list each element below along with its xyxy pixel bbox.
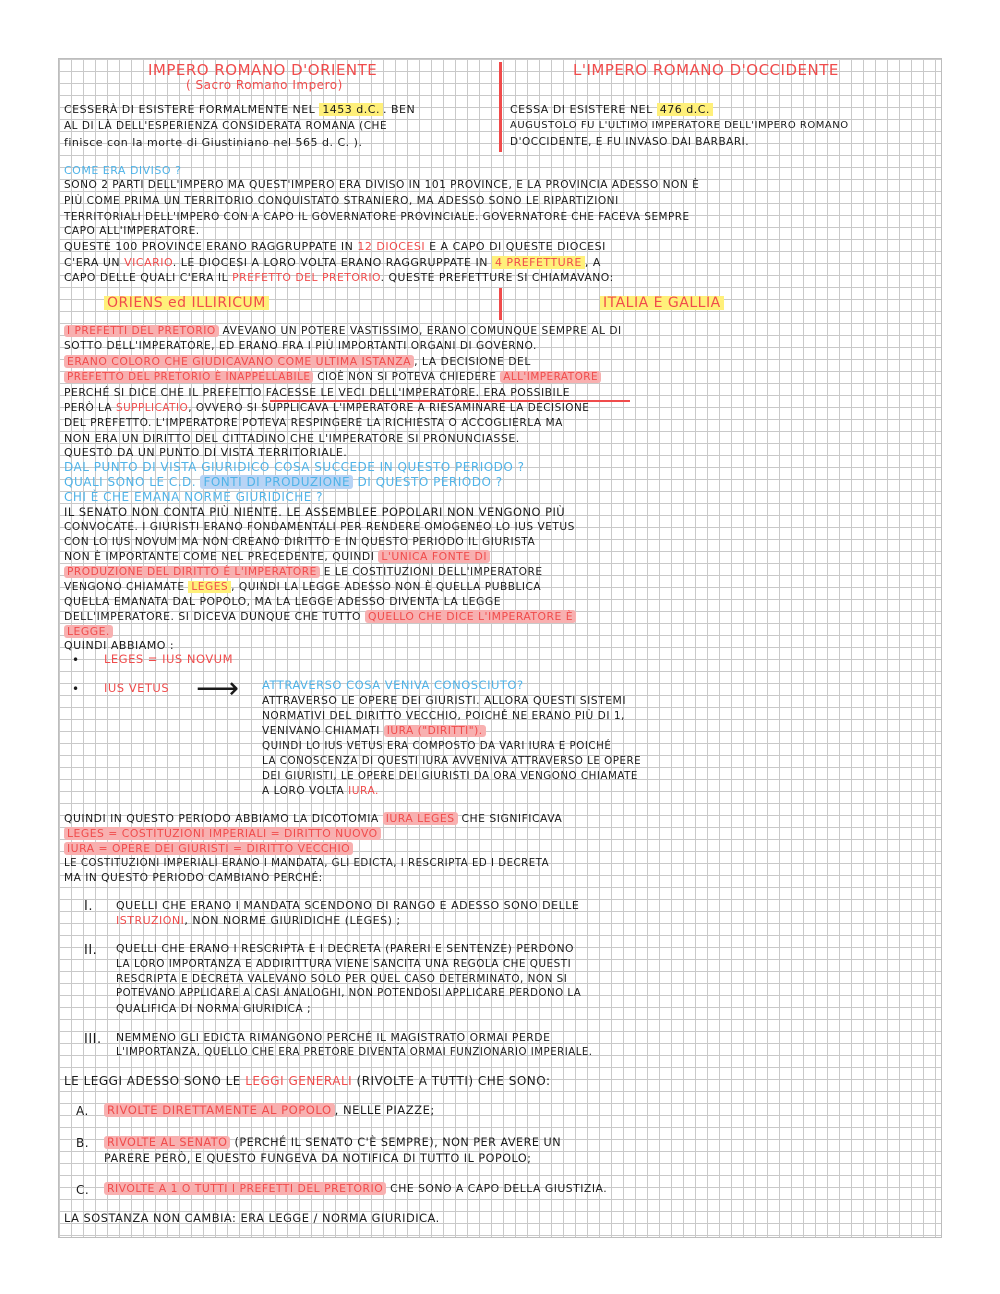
senato-line-2: CONVOCATE. I GIURISTI ERANO FONDAMENTALI PER RENDERE OMOGENEO LO IUS VETUS — [64, 521, 575, 533]
senato-line-7: QUELLA EMANATA DAL POPOLO, MA LA LEGGE ADESSO DIVENTA LA LEGGE — [64, 595, 502, 608]
senato-line-10: QUINDI ABBIAMO : — [64, 639, 175, 652]
ius-vetus-line-6: DEI GIURISTI, LE OPERE DEI GIURISTI DA ORA VENGONO CHIAMATE — [262, 770, 638, 782]
prefetti-line-8: NON ERA UN DIRITTO DEL CITTADINO CHE L'IMPERATORE SI PRONUNCIASSE. — [64, 432, 520, 445]
list-ii-line-3: RESCRIPTA E DECRETA VALEVANO SOLO PER QUEL CASO DETERMINATO, NON SI — [116, 973, 568, 985]
list-i-line-1: QUELLI CHE ERANO I MANDATA SCENDONO DI RANGO E ADESSO SONO DELLE — [116, 899, 580, 912]
prefetti-line-3: ERANO COLORO CHE GIUDICAVANO COME ULTIMA ISTANZA , LA DECISIONE DEL — [64, 357, 531, 368]
west-line-1: CESSA DI ESISTERE NEL 476 d.C. — [510, 104, 713, 115]
bullet-2: IUS VETUS — [104, 681, 170, 695]
list-i-line-2: ISTRUZIONI, NON NORME GIURIDICHE (LEGES) ; — [116, 914, 401, 927]
leggi-b: RIVOLTE AL SENATO (PERCHÉ IL SENATO C'È SEMPRE), NON PER AVERE UN — [104, 1137, 561, 1148]
question-2: QUALI SONO LE C.D. FONTI DI PRODUZIONE DI QUESTO PERIODO ? — [64, 475, 503, 489]
bullet-dot-2: • — [72, 682, 80, 696]
ultima-istanza-highlight: ERANO COLORO CHE GIUDICAVANO COME ULTIMA ISTANZA — [64, 355, 414, 368]
division-line-5: QUESTE 100 PROVINCE ERANO RAGGRUPPATE IN 12 DIOCESI E A CAPO DI QUESTE DIOCESI — [64, 240, 606, 253]
ius-vetus-line-2: NORMATIVI DEL DIRITTO VECCHIO, POICHÉ NE ERANO PIÙ DI 1, — [262, 710, 625, 722]
list-num-i: I. — [84, 899, 93, 914]
dicotomia-leges — [64, 829, 381, 840]
legge-highlight: LEGGE. — [64, 625, 113, 638]
leggi-line-1: LE LEGGI ADESSO SONO LE LEGGI GENERALI (RIVOLTE A TUTTI) CHE SONO: — [64, 1074, 551, 1088]
all-imperatore-highlight: ALL'IMPERATORE — [500, 371, 601, 383]
prefetti-line-9: QUESTO DA UN PUNTO DI VISTA TERRITORIALE. — [64, 446, 348, 459]
leggi-num-a: A. — [76, 1104, 89, 1118]
list-ii-line-4: POTEVANO APPLICARE A CASI ANALOGHI, NON POTENDOSI APPLICARE PERDONO LA — [116, 988, 582, 999]
division-question: COME ERA DIVISO ? — [64, 164, 182, 177]
diocesi-highlight: 12 DIOCESI — [357, 240, 426, 253]
leggi-num-c: C. — [76, 1183, 90, 1197]
iura-red: IURA. — [348, 785, 379, 797]
leggi-generali-highlight: LEGGI GENERALI — [245, 1074, 353, 1088]
istruzioni-highlight: ISTRUZIONI — [116, 914, 185, 927]
bullet-dot-1: • — [72, 653, 80, 667]
division-line-7: CAPO DELLE QUALI C'ERA IL PREFETTO DEL PRETORIO. QUESTE PREFETTURE SI CHIAMAVANO: — [64, 271, 614, 284]
senato-highlight: RIVOLTE AL SENATO — [104, 1136, 230, 1149]
leggi-b-line-2: PARERE PERÒ, E QUESTO FUNGEVA DA NOTIFICA DI TUTTO IL POPOLO; — [104, 1152, 532, 1165]
dicotomia-line-4: LE COSTITUZIONI IMPERIALI ERANO I MANDATA, GLI EDICTA, I RESCRIPTA ED I DECRETA — [64, 858, 550, 869]
prefetti-line-2: SOTTO DELL'IMPERATORE, ED ERANO FRA I PIÙ IMPORTANTI ORGANI DI GOVERNO. — [64, 340, 537, 352]
arrow-icon: ⟶ — [196, 671, 240, 706]
fonti-highlight: FONTI DI PRODUZIONE — [200, 475, 353, 489]
quello-che-dice-highlight: QUELLO CHE DICE L'IMPERATORE È — [365, 610, 576, 623]
question-3: CHI È CHE EMANA NORME GIURIDICHE ? — [64, 490, 324, 504]
prefetto-highlight: PREFETTO DEL PRETORIO — [232, 271, 381, 284]
division-line-2: PIÙ COME PRIMA UN TERRITORIO CONQUISTATO STRANIERO, MA ADESSO SONO LE RIPARTIZIONI — [64, 195, 619, 207]
prefetti-line-6: PERÒ LA SUPPLICATIO, OVVERO SI SUPPLICAVA L'IMPERATORE A RIESAMINARE LA DECISIONE — [64, 402, 590, 414]
west-line-3: D'OCCIDENTE, E FU INVASO DAI BARBARI. — [510, 136, 750, 148]
column-divider — [499, 62, 502, 152]
east-line-2: AL DI LÀ DELL'ESPERIENZA CONSIDERATA ROMANA (CHE — [64, 120, 388, 132]
division-line-1: SONO 2 PARTI DELL'IMPERO MA QUEST'IMPERO ERA DIVISO IN 101 PROVINCE, E LA PROVINCIA ADESSO NON È — [64, 179, 700, 191]
ius-vetus-line-5: LA CONOSCENZA DI QUESTI IURA AVVENIVA ATTRAVERSO LE OPERE — [262, 755, 642, 767]
west-title: L'IMPERO ROMANO D'OCCIDENTE — [573, 61, 839, 79]
supplicatio-highlight: SUPPLICATIO — [115, 402, 189, 414]
prefetti-line-1: I PREFETTI DEL PRETORIO AVEVANO UN POTERE VASTISSIMO, ERANO COMUNQUE SEMPRE AL DI — [64, 326, 622, 337]
dicotomia-iura — [64, 844, 353, 855]
leggi-a: RIVOLTE DIRETTAMENTE AL POPOLO , NELLE PIAZZE; — [104, 1105, 435, 1117]
dicotomia-line-1: QUINDI IN QUESTO PERIODO ABBIAMO LA DICOTOMIA IURA LEGES CHE SIGNIFICAVA — [64, 812, 563, 825]
ius-vetus-line-7: A LORO VOLTA IURA. — [262, 785, 379, 797]
column-divider-lower — [499, 288, 502, 320]
senato-line-5: PRODUZIONE DEL DIRITTO È L'IMPERATORE E LE COSTITUZIONI DELL'IMPERATORE — [64, 567, 543, 578]
leges-highlight: LEGES — [188, 581, 231, 593]
senato-line-3: CON LO IUS NOVUM MA NON CREANO DIRITTO E IN QUESTO PERIODO IL GIURISTA — [64, 536, 536, 548]
prefetti-highlight: I PREFETTI DEL PRETORIO — [64, 325, 219, 337]
prefetti-pretorio-highlight: RIVOLTE A 1 O TUTTI I PREFETTI DEL PRETORIO — [104, 1182, 386, 1195]
list-ii-line-1: QUELLI CHE ERANO I RESCRIPTA E I DECRETA (PARERI E SENTENZE) PERDONO — [116, 942, 575, 955]
iura-leges-highlight: IURA LEGES — [383, 812, 458, 825]
prefetti-line-4: PREFETTO DEL PRETORIO È INAPPELLABILE CIOÈ NON SI POTEVA CHIEDERE ALL'IMPERATORE — [64, 372, 601, 382]
senato-line-8: DELL'IMPERATORE. SI DICEVA DUNQUE CHE TUTTO QUELLO CHE DICE L'IMPERATORE È — [64, 612, 576, 623]
ius-vetus-line-4: QUINDI LO IUS VETUS ERA COMPOSTO DA VARI IURA E POICHÉ — [262, 740, 612, 752]
dicotomia-line-5: MA IN QUESTO PERIODO CAMBIANO PERCHÉ: — [64, 872, 323, 884]
prefetti-line-7: DEL PREFETTO. L'IMPERATORE POTEVA RESPINGERE LA RICHIESTA O ACCOGLIERLA MA — [64, 417, 563, 429]
east-date-highlight: 1453 d.C. — [319, 103, 383, 116]
prefetti-line-5: PERCHÉ SI DICE CHE IL PREFETTO FACESSE LE VECI DELL'IMPERATORE. ERA POSSIBILE — [64, 386, 571, 399]
list-iii-line-2: L'IMPORTANZA, QUELLO CHE ERA PRETORE DIVENTA ORMAI FUNZIONARIO IMPERIALE. — [116, 1047, 593, 1058]
division-line-4: CAPO ALL'IMPERATORE. — [64, 225, 200, 237]
prefettura-east: ORIENS ed ILLIRICUM — [104, 296, 269, 310]
list-ii-line-5: QUALIFICA DI NORMA GIURIDICA ; — [116, 1003, 312, 1015]
ius-vetus-question: ATTRAVERSO COSA VENIVA CONOSCIUTO? — [262, 678, 524, 692]
prefettura-west: ITALIA E GALLIA — [600, 296, 724, 310]
senato-line-1: IL SENATO NON CONTA PIÙ NIENTE. LE ASSEMBLEE POPOLARI NON VENGONO PIÙ — [64, 505, 566, 519]
iura-definition-highlight: IURA = OPERE DEI GIURISTI = DIRITTO VECCHIO — [64, 842, 353, 855]
west-line-2: AUGUSTOLO FU L'ULTIMO IMPERATORE DELL'IMPERO ROMANO — [510, 120, 849, 131]
senato-line-6: VENGONO CHIAMATE LEGES , QUINDI LA LEGGE ADESSO NON È QUELLA PUBBLICA — [64, 581, 542, 593]
list-iii-line-1: NEMMENO GLI EDICTA RIMANGONO PERCHÉ IL MAGISTRATO ORMAI PERDE — [116, 1031, 551, 1044]
prefetture-highlight: 4 PREFETTURE — [492, 256, 585, 269]
west-date-highlight: 476 d.C. — [657, 103, 713, 116]
east-subtitle: ( Sacro Romano Impero) — [186, 78, 343, 92]
popolo-highlight: RIVOLTE DIRETTAMENTE AL POPOLO — [104, 1103, 335, 1117]
senato-line-9 — [64, 627, 113, 638]
question-1: DAL PUNTO DI VISTA GIURIDICO COSA SUCCEDE IN QUESTO PERIODO ? — [64, 460, 525, 474]
ius-vetus-line-3: VENIVANO CHIAMATI IURA ("DIRITTI"). — [262, 726, 486, 737]
leggi-final: LA SOSTANZA NON CAMBIA: ERA LEGGE / NORMA GIURIDICA. — [64, 1211, 440, 1225]
division-line-3: TERRITORIALI DELL'IMPERO CON A CAPO IL GOVERNATORE PROVINCIALE. GOVERNATORE CHE FACEVA SEMPRE — [64, 211, 690, 223]
inappellabile-highlight: PREFETTO DEL PRETORIO È INAPPELLABILE — [64, 371, 313, 383]
leges-definition-highlight: LEGES = COSTITUZIONI IMPERIALI = DIRITTO NUOVO — [64, 827, 381, 840]
east-line-3: finisce con la morte di Giustiniano nel 565 d. C. ). — [64, 136, 363, 149]
iura-highlight: IURA ("DIRITTI"). — [384, 725, 486, 737]
senato-line-4: NON È IMPORTANTE COME NEL PRECEDENTE, QUINDI L'UNICA FONTE DI — [64, 552, 490, 563]
list-num-ii: II. — [84, 943, 98, 958]
leggi-c: RIVOLTE A 1 O TUTTI I PREFETTI DEL PRETORIO CHE SONO A CAPO DELLA GIUSTIZIA. — [104, 1184, 607, 1195]
east-line-1: CESSERÀ DI ESISTERE FORMALMENTE NEL 1453 d.C. . BEN — [64, 103, 416, 116]
division-line-6: C'ERA UN VICARIO. LE DIOCESI A LORO VOLTA ERANO RAGGRUPPATE IN 4 PREFETTURE , A — [64, 256, 601, 269]
unica-fonte-highlight: L'UNICA FONTE DI — [378, 550, 490, 563]
ius-vetus-line-1: ATTRAVERSO LE OPERE DEI GIURISTI. ALLORA QUESTI SISTEMI — [262, 694, 627, 707]
bullet-1: LEGES = IUS NOVUM — [104, 652, 234, 666]
produzione-highlight: PRODUZIONE DEL DIRITTO È L'IMPERATORE — [64, 566, 320, 578]
east-title: IMPERO ROMANO D'ORIENTE — [148, 61, 378, 79]
list-num-iii: III. — [84, 1032, 102, 1047]
leggi-num-b: B. — [76, 1136, 90, 1150]
list-ii-line-2: LA LORO IMPORTANZA E ADDIRITTURA VIENE SANCITA UNA REGOLA CHE QUESTI — [116, 958, 572, 970]
vicario-highlight: VICARIO — [124, 256, 173, 269]
